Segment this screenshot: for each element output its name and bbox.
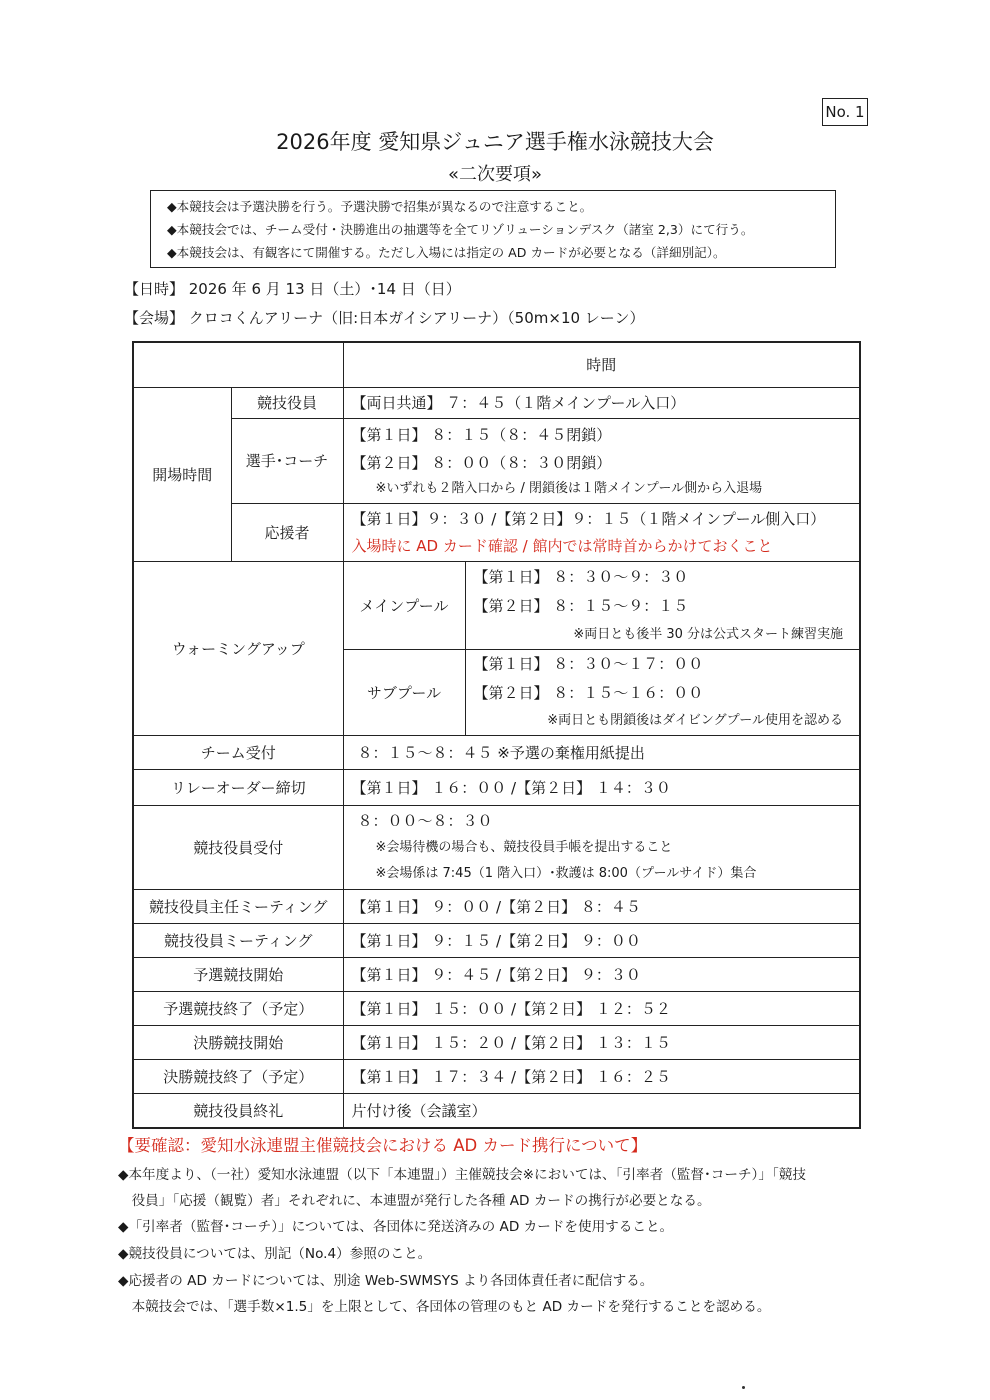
official-reception-note1: ※会場待機の場合も、競技役員手帳を提出すること <box>375 840 673 855</box>
sub-pool-day1: 【第１日】 ８：３０～１７：００ <box>473 655 704 673</box>
main-pool-time <box>465 561 860 649</box>
official-reception-value: ８：００～８：３０ <box>357 812 493 830</box>
table-header-row <box>133 342 860 387</box>
swimmers-day1: 【第１日】 ８：１５（８：４５閉鎖） <box>351 425 612 444</box>
official-reception-label: 競技役員受付 <box>133 805 343 889</box>
row-value: 【第１日】 ９：１５ /【第２日】 ９：００ <box>343 923 860 957</box>
official-reception-time <box>343 805 860 889</box>
notice-line: ◆本競技会は予選決勝を行う。予選決勝で招集が異なるので注意すること。 <box>167 199 593 214</box>
page-number: No. 1 <box>822 98 868 126</box>
row-label: 決勝競技終了（予定） <box>133 1059 343 1093</box>
table-row <box>133 1093 860 1128</box>
main-pool-day2: 【第２日】 ８：１５～９：１５ <box>473 596 689 615</box>
event-date: 【日時】 2026 年 6 月 13 日（土）･14 日（日） <box>124 280 461 298</box>
table-row <box>133 1059 860 1093</box>
row-value: 【第１日】 ９：４５ /【第２日】 ９：３０ <box>343 957 860 991</box>
row-label: 予選競技終了（予定） <box>133 991 343 1025</box>
table-row <box>133 957 860 991</box>
officials-label: 競技役員 <box>231 387 343 418</box>
supporters-label: 応援者 <box>231 503 343 561</box>
officials-time: 【両日共通】 ７：４５（１階メインプール入口） <box>343 387 860 418</box>
supporters-time <box>343 503 860 561</box>
document-subtitle: «二次要項» <box>447 164 543 185</box>
main-pool-label: メインプール <box>343 561 465 649</box>
sub-pool-day2: 【第２日】 ８：１５～１６：００ <box>473 684 704 702</box>
table-row <box>133 805 860 889</box>
row-label: 競技役員ミーティング <box>133 923 343 957</box>
table-row <box>133 1025 860 1059</box>
sub-pool-note: ※両日とも閉鎖後はダイビングプール使用を認める <box>547 713 844 728</box>
swimmers-label: 選手･コーチ <box>231 418 343 503</box>
requirements-line: 本競技会では、「選手数×1.5」を上限として、各団体の管理のもと AD カードを発行することを認める。 <box>118 1299 771 1315</box>
table-row <box>133 387 860 418</box>
notice-line: ◆本競技会は、有観客にて開催する。ただし入場には指定の AD カードが必要となる（詳細別記）。 <box>167 245 726 260</box>
sub-pool-label: サブプール <box>343 649 465 735</box>
table-row <box>133 991 860 1025</box>
row-value: 【第１日】 １５：２０ /【第２日】 １３：１５ <box>343 1025 860 1059</box>
swimmers-time <box>343 418 860 503</box>
row-label: 競技役員主任ミーティング <box>133 889 343 923</box>
row-value: 片付け後（会議室） <box>343 1093 860 1128</box>
supporters-value: 【第１日】９：３０ /【第２日】９：１５（１階メインプール側入口） <box>351 510 826 528</box>
row-value: 【第１日】 ９：００ /【第２日】 ８：４５ <box>343 889 860 923</box>
table-row <box>133 503 860 561</box>
table-row <box>133 735 860 769</box>
header-time: 時間 <box>343 342 860 387</box>
header-blank-cell <box>133 342 343 387</box>
main-pool-day1: 【第１日】 ８：３０～９：３０ <box>473 567 689 586</box>
table-row <box>133 561 860 649</box>
main-pool-note: ※両日とも後半 30 分は公式スタート練習実施 <box>573 626 844 642</box>
sub-pool-time <box>465 649 860 735</box>
table-row <box>133 889 860 923</box>
notice-box <box>150 190 836 268</box>
team-reception-label: チーム受付 <box>133 735 343 769</box>
document-title: 2026年度 愛知県ジュニア選手権水泳競技大会 <box>276 130 714 154</box>
relay-order-time: 【第１日】 １６：００ /【第２日】 １４：３０ <box>343 769 860 805</box>
row-value: 【第１日】 １５：００ /【第２日】 １２：５２ <box>343 991 860 1025</box>
event-venue: 【会場】 クロコくんアリーナ（旧:日本ガイシアリーナ）（50m×10 レーン） <box>124 309 645 327</box>
supporters-note: 入場時に AD カード確認 / 館内では常時首からかけておくこと <box>351 537 773 555</box>
notice-line: ◆本競技会では、チーム受付・決勝進出の抽選等を全てリゾリューションデスク（諸室 2,3）にて行う。 <box>167 222 754 237</box>
row-label: 競技役員終礼 <box>133 1093 343 1128</box>
requirements-line: ◆本年度より、（一社）愛知水泳連盟（以下「本連盟」）主催競技会※においては、「引率者（監督･コーチ）」「競技 <box>118 1167 806 1183</box>
scan-speck <box>742 1386 745 1389</box>
opening-label: 開場時間 <box>133 387 231 561</box>
swimmers-day2: 【第２日】 ８：００（８：３０閉鎖） <box>351 453 612 472</box>
relay-order-label: リレーオーダー締切 <box>133 769 343 805</box>
schedule-table <box>132 341 861 1129</box>
team-reception-time: ８：１５～８：４５ ※予選の棄権用紙提出 <box>343 735 860 769</box>
official-reception-note2: ※会場係は 7:45（1 階入口）･救護は 8:00（プールサイド）集合 <box>375 866 757 881</box>
row-value: 【第１日】 １７：３４ /【第２日】 １６：２５ <box>343 1059 860 1093</box>
warmup-label: ウォーミングアップ <box>133 561 343 735</box>
requirements-heading: 【要確認：愛知水泳連盟主催競技会における AD カード携行について】 <box>118 1136 648 1155</box>
table-row <box>133 418 860 503</box>
requirements-line: ◆「引率者（監督･コーチ）」については、各団体に発送済みの AD カードを使用すること。 <box>118 1219 674 1235</box>
row-label: 予選競技開始 <box>133 957 343 991</box>
table-row <box>133 923 860 957</box>
swimmers-note: ※いずれも２階入口から / 閉鎖後は１階メインプール側から入退場 <box>375 480 763 496</box>
row-label: 決勝競技開始 <box>133 1025 343 1059</box>
requirements-line: 役員」「応援（観覧）者」それぞれに、本連盟が発行した各種 AD カードの携行が必要となる。 <box>118 1193 711 1209</box>
requirements-line: ◆応援者の AD カードについては、別途 Web-SWMSYS より各団体責任者に配信する。 <box>118 1273 654 1289</box>
table-row <box>133 769 860 805</box>
requirements-line: ◆競技役員については、別記（No.4）参照のこと。 <box>118 1246 432 1262</box>
